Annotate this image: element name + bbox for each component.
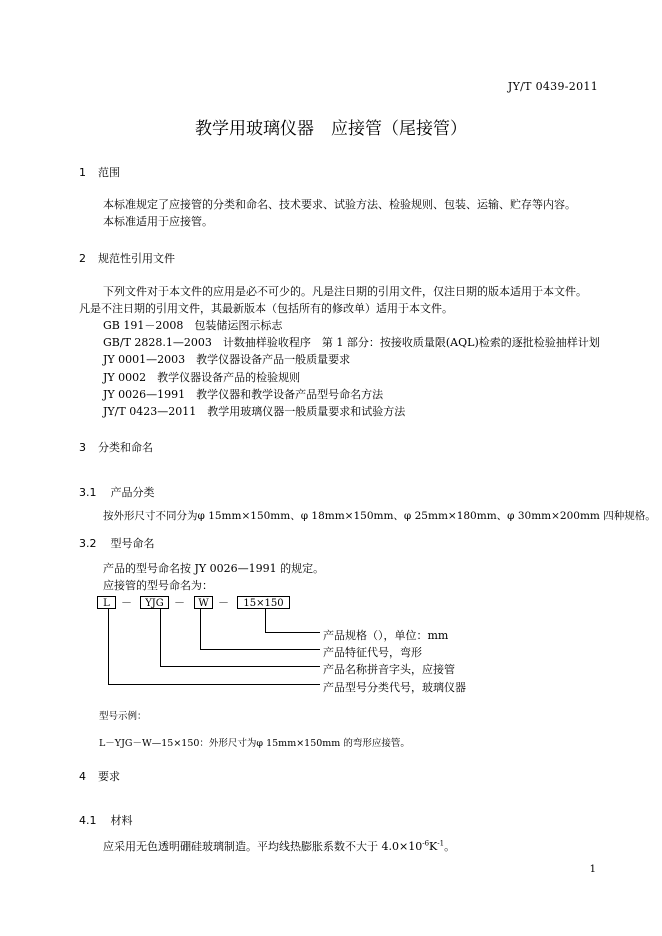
exponent: -6	[422, 839, 430, 848]
leader-line	[160, 609, 161, 667]
section-4-heading	[79, 768, 120, 784]
section-3-1-para: 按外形尺寸不同分为φ 15mm×150mm、φ 18mm×150mm、φ 25mm×180mm、φ 30mm×200mm 四种规格。	[103, 510, 656, 522]
standard-number: JY/T 0439-2011	[507, 80, 598, 93]
leader-line	[200, 609, 201, 650]
example-heading: 型号示例：	[99, 711, 147, 722]
section-1-para-2: 本标准适用于应接管。	[103, 215, 213, 228]
section-title: 要求	[98, 770, 120, 783]
section-3-2-para-2: 应接管的型号命名为：	[103, 579, 213, 592]
section-3-2-para-1: 产品的型号命名按 JY 0026—1991 的规定。	[103, 562, 325, 575]
section-title: 材料	[110, 814, 133, 827]
para-end: 。	[444, 840, 456, 853]
section-title: 分类和命名	[98, 441, 153, 454]
section-title: 型号命名	[110, 537, 155, 550]
dash-separator: －	[174, 596, 185, 609]
section-number: 2	[79, 252, 86, 265]
leader-line	[265, 632, 320, 633]
page-title: 教学用玻璃仪器 应接管（尾接管）	[195, 119, 467, 139]
section-title: 规范性引用文件	[98, 252, 175, 265]
para-text: 应采用无色透明硼硅玻璃制造。平均线热膨胀系数不大于 4.0×10	[103, 840, 423, 853]
diagram-label-spec: 产品规格（），单位：mm	[323, 629, 449, 642]
reference-item: JY 0001—2003 教学仪器设备产品一般质量要求	[103, 353, 351, 367]
reference-item: GB 191－2008 包装储运图示标志	[103, 319, 283, 332]
reference-item: JY 0002 教学仪器设备产品的检验规则	[103, 370, 301, 384]
leader-line	[108, 684, 320, 685]
reference-item: JY 0026—1991 教学仪器和教学设备产品型号命名方法	[103, 387, 384, 401]
section-3-1-heading	[79, 484, 155, 500]
section-4-1-para	[103, 838, 455, 854]
leader-line	[200, 649, 320, 650]
section-2-para-2: 凡是不注日期的引用文件，其最新版本（包括所有的修改单）适用于本文件。	[79, 302, 453, 315]
leader-line	[108, 609, 109, 685]
section-number: 4	[79, 770, 86, 783]
diagram-label-class: 产品型号分类代号，玻璃仪器	[323, 681, 466, 694]
section-title: 范围	[98, 166, 120, 179]
section-number: 3.1	[79, 486, 97, 499]
section-3-heading	[79, 439, 153, 455]
section-title: 产品分类	[110, 486, 155, 499]
section-number: 3	[79, 441, 86, 454]
reference-list	[103, 317, 600, 420]
code-box-w: W	[194, 596, 213, 609]
dash-separator: －	[218, 596, 229, 609]
section-number: 3.2	[79, 537, 97, 550]
diagram-label-name: 产品名称拼音字头，应接管	[323, 663, 455, 676]
code-box-yjg: YJG	[140, 596, 169, 609]
code-box-spec: 15×150	[237, 596, 290, 609]
leader-line	[265, 609, 266, 633]
code-box-l: L	[97, 596, 116, 609]
example-text: L－YJG－W—15×150：外形尺寸为φ 15mm×150mm 的弯形应接管。	[99, 738, 410, 749]
section-number: 4.1	[79, 814, 97, 827]
exponent: -1	[437, 839, 445, 848]
section-4-1-heading	[79, 812, 133, 828]
reference-item: GB/T 2828.1—2003 计数抽样验收程序 第 1 部分：按接收质量限(AQL)检索的逐批检验抽样计划	[103, 336, 600, 350]
unit: K	[429, 840, 438, 853]
page-number: 1	[589, 864, 596, 875]
diagram-label-feature: 产品特征代号，弯形	[323, 646, 422, 659]
section-2-para-1: 下列文件对于本文件的应用是必不可少的。凡是注日期的引用文件，仅注日期的版本适用于本文件。	[103, 285, 587, 298]
section-2-heading	[79, 250, 175, 266]
section-1-heading	[79, 164, 120, 180]
reference-item: JY/T 0423—2011 教学用玻璃仪器一般质量要求和试验方法	[103, 405, 406, 419]
leader-line	[160, 666, 320, 667]
section-number: 1	[79, 166, 86, 179]
dash-separator: －	[121, 596, 132, 609]
section-1-para-1: 本标准规定了应接管的分类和命名、技术要求、试验方法、检验规则、包装、运输、贮存等内容。	[103, 198, 576, 211]
section-3-2-heading	[79, 535, 155, 551]
